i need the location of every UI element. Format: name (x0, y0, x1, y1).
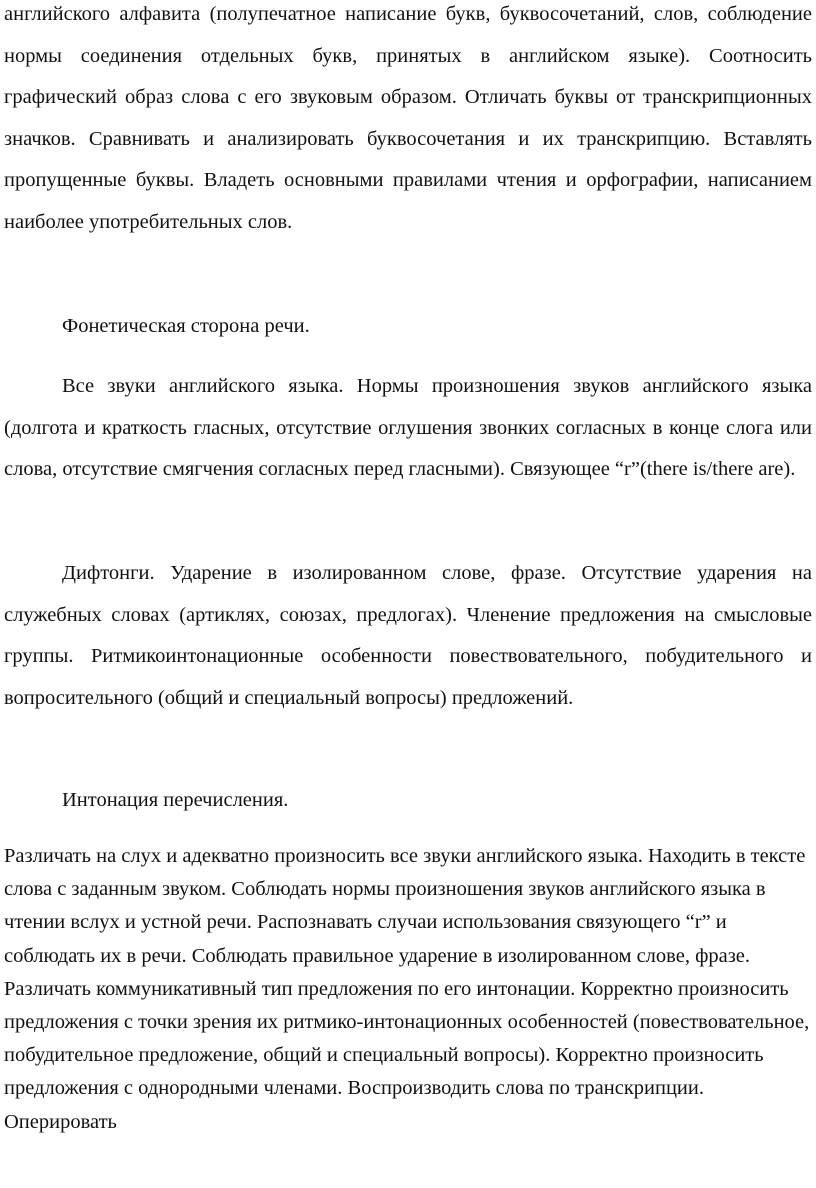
paragraph-alphabet: английского алфавита (полупечатное написание букв, буквосочетаний, слов, соблюдение нормы соединения отдельных букв, принятых в английском языке). Соотносить графический образ слова с его звуковым образом. Отличать буквы от транскрипционных значков. Сравнивать и анализировать буквосочетания и их транскрипцию. Вставлять пропущенные буквы. Владеть основными правилами чтения и орфографии, написанием наиболее употребительных слов. (4, 3, 812, 233)
paragraph-phonetic-skills: Различать на слух и адекватно произносить все звуки английского языка. Находить в тексте слова с заданным звуком. Соблюдать нормы произношения звуков английского языка в чтении вслух и устной речи. Распознавать случаи использования связующего “r” и соблюдать их в речи. Соблюдать правильное ударение в изолированном слове, фразе. Различать коммуникативный тип предложения по его интонации. Корректно произносить предложения с точки зрения их ритмико-интонационных особенностей (повествовательное, побудительное предложение, общий и специальный вопросы). Корректно произносить предложения с однородными членами. Воспроизводить слова по транскрипции. Оперировать (4, 845, 810, 1133)
paragraph-sounds-norms: Все звуки английского языка. Нормы произношения звуков английского языка (долгота и краткость гласных, отсутствие оглушения звонких согласных в конце слога или слова, отсутствие смягчения согласных перед гласными). Связующее “r”(there is/there are). (4, 375, 812, 481)
heading-phonetic-side: Фонетическая сторона речи. (62, 315, 310, 337)
paragraph-diphthongs-stress: Дифтонги. Ударение в изолированном слове, фразе. Отсутствие ударения на служебных словах (артиклях, союзах, предлогах). Членение предложения на смысловые группы. Ритмикоинтонационные особенности повествовательного, побудительного и вопросительного (общий и специальный вопросы) предложений. (4, 562, 812, 709)
heading-enumeration-intonation: Интонация перечисления. (62, 789, 289, 811)
